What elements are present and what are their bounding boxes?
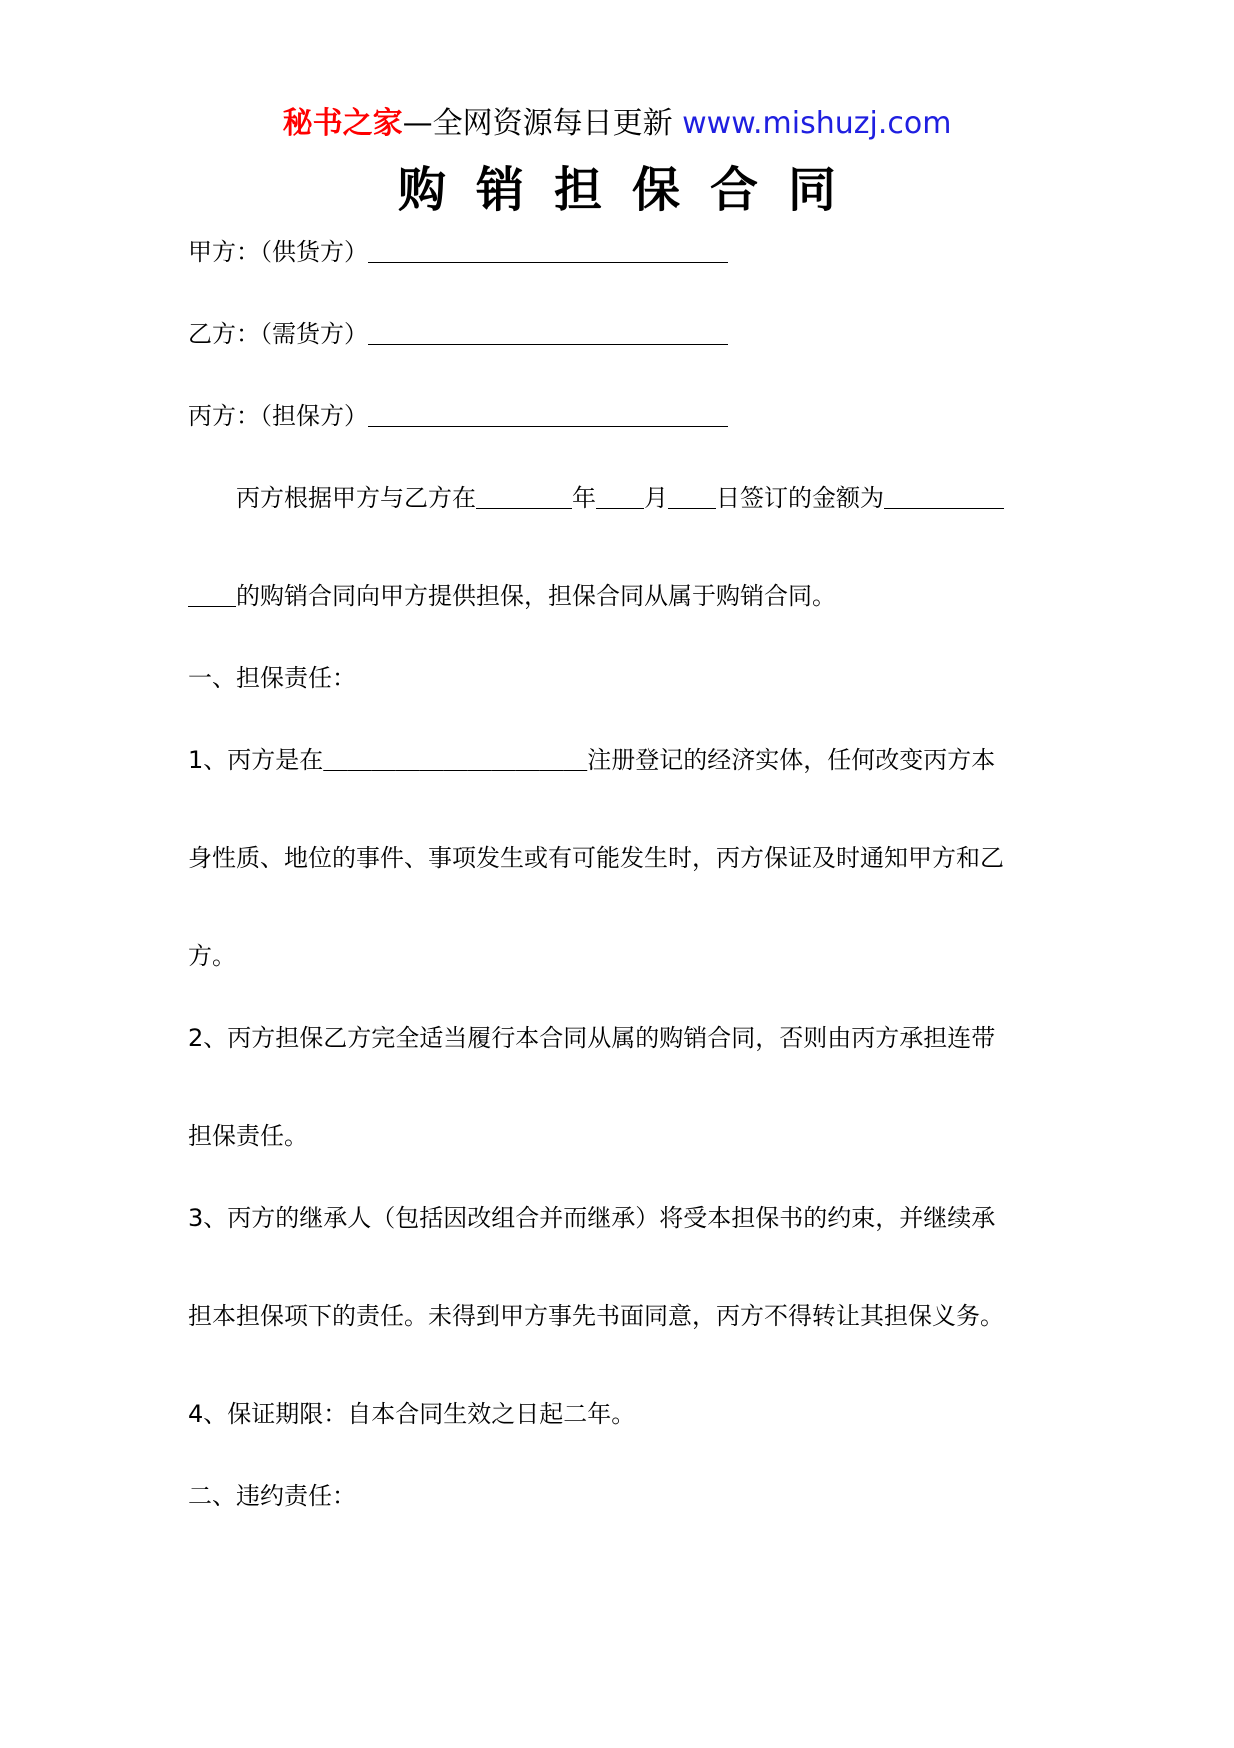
intro-line-2: ＿＿的购销合同向甲方提供担保，担保合同从属于购销合同。 xyxy=(188,582,836,610)
section-2-heading: 二、违约责任： xyxy=(188,1482,356,1510)
item-3-line-1: 3、丙方的继承人（包括因改组合并而继承）将受本担保书的约束，并继续承 xyxy=(188,1204,996,1232)
brand-slogan: —全网资源每日更新 xyxy=(402,106,673,141)
party-c-line: 丙方：（担保方）＿＿＿＿＿＿＿＿＿＿＿＿＿＿＿ xyxy=(188,402,728,430)
site-url[interactable]: www.mishuzj.com xyxy=(682,106,952,141)
item-2-line-1: 2、丙方担保乙方完全适当履行本合同从属的购销合同，否则由丙方承担连带 xyxy=(188,1024,996,1052)
item-1-line-3: 方。 xyxy=(188,942,236,970)
party-a-line: 甲方：（供货方）＿＿＿＿＿＿＿＿＿＿＿＿＿＿＿ xyxy=(188,238,728,266)
intro-line-1: 丙方根据甲方与乙方在＿＿＿＿年＿＿月＿＿日签订的金额为＿＿＿＿＿ xyxy=(236,484,1004,512)
item-2-line-2: 担保责任。 xyxy=(188,1122,308,1150)
document-title: 购销担保合同 xyxy=(397,162,866,218)
item-1-line-1: 1、丙方是在＿＿＿＿＿＿＿＿＿＿＿注册登记的经济实体，任何改变丙方本 xyxy=(188,746,996,774)
site-banner xyxy=(0,104,1234,144)
item-4-line: 4、保证期限：自本合同生效之日起二年。 xyxy=(188,1400,636,1428)
item-1-line-2: 身性质、地位的事件、事项发生或有可能发生时，丙方保证及时通知甲方和乙 xyxy=(188,844,1004,872)
item-3-line-2: 担本担保项下的责任。未得到甲方事先书面同意，丙方不得转让其担保义务。 xyxy=(188,1302,1004,1330)
brand-name: 秘书之家 xyxy=(282,106,403,141)
party-b-line: 乙方：（需货方）＿＿＿＿＿＿＿＿＿＿＿＿＿＿＿ xyxy=(188,320,728,348)
section-1-heading: 一、担保责任： xyxy=(188,664,356,692)
